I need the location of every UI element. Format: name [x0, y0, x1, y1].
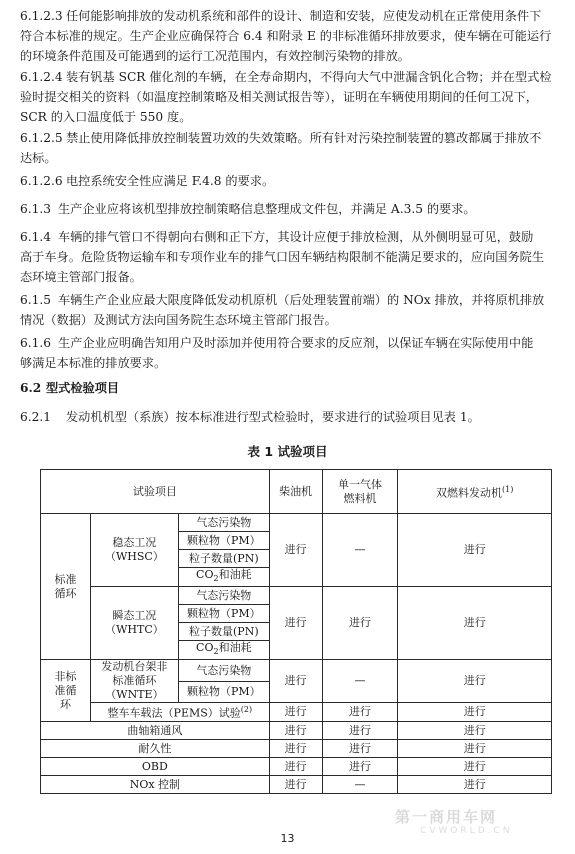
page-number: 13 — [280, 832, 295, 845]
paragraph-6-1-2-4: 6.1.2.4 装有钒基 SCR 催化剂的车辆，在全寿命期内，不得向大气中泄漏含钒化合物；并在型式检 验时提交相关的资料（如温度控制策略及相关测试报告等），证明在车辆使用期间的任何工况下， SCR 的入口温度低于 550 度。 — [20, 70, 552, 124]
table-row — [41, 703, 552, 722]
cell-value: 进行 — [398, 776, 552, 794]
header-dual-fuel: 双燃料发动机$^{(1)}$ — [398, 470, 552, 514]
wnte-label: 发动机台架非标准循环（WNTE） — [90, 660, 178, 703]
header-diesel: 柴油机 — [269, 470, 322, 514]
durability-label: 耐久性 — [41, 740, 270, 758]
cell-value: 进行 — [322, 703, 398, 722]
cell-value: 进行 — [269, 776, 322, 794]
cell-pn: 粒子数量(PN) — [178, 550, 269, 568]
cell-value: 进行 — [398, 758, 552, 776]
cell-value: 进行 — [398, 514, 552, 587]
table-row — [41, 587, 552, 605]
cell-value: 进行 — [322, 758, 398, 776]
cell-pm: 颗粒物（PM） — [178, 681, 269, 703]
table-row — [41, 776, 552, 794]
header-gas-engine: 单一气体燃料机 — [322, 470, 398, 514]
table-caption: 表 1 试验项目 — [247, 444, 328, 459]
paragraph-6-1-4: 6.1.4 车辆的排气管口不得朝向右侧和正下方，其设计应便于排放检测，从外侧明显可见，鼓励 高于车身。危险货物运输车和专项作业车的排气口因车辆结构限制不能满足要求的，应向国务院生 态环境主管部门报备。 — [20, 230, 545, 284]
whtc-label: 瞬态工况（WHTC） — [90, 587, 178, 660]
std-cycle-label: 标准循环 — [41, 514, 91, 660]
paragraph-6-1-3: 6.1.3 生产企业应将该机型排放控制策略信息整理成文件包，并满足 A.3.5 的要求。 — [20, 202, 476, 216]
watermark-url: CVWORLD.CN — [420, 826, 513, 836]
paragraph-6-1-6: 6.1.6 生产企业应明确告知用户及时添加并使用符合要求的反应剂，以保证车辆在实际使用中能 够满足本标准的排放要求。 — [20, 336, 534, 370]
cell-value: 进行 — [322, 722, 398, 740]
cell-value: 进行 — [398, 587, 552, 660]
cell-value: 进行 — [398, 703, 552, 722]
cell-value: 进行 — [269, 660, 322, 703]
nonstd-cycle-label: 非标准循环 — [41, 660, 91, 722]
cell-value: 进行 — [322, 740, 398, 758]
table-row — [41, 722, 552, 740]
table-header-row — [41, 470, 552, 514]
nox-label: NOx 控制 — [41, 776, 270, 794]
paragraph-6-1-5: 6.1.5 车辆生产企业应最大限度降低发动机原机（后处理装置前端）的 NOx 排放，并将原机排放 情况（数据）及测试方法向国务院生态环境主管部门报告。 — [20, 293, 545, 327]
watermark-logo: 第一商用车网 — [395, 808, 498, 826]
cell-value: 进行 — [269, 740, 322, 758]
table-row — [41, 740, 552, 758]
cell-value: 进行 — [398, 740, 552, 758]
cell-value: 进行 — [269, 703, 322, 722]
cell-gas-pollutant: 气态污染物 — [178, 660, 269, 682]
table-row — [41, 514, 552, 532]
whsc-label: 稳态工况（WHSC） — [90, 514, 178, 587]
cell-value: — — [322, 776, 398, 794]
cell-value: 进行 — [398, 660, 552, 703]
header-test-item: 试验项目 — [41, 470, 270, 514]
cell-value: 进行 — [269, 722, 322, 740]
obd-label: OBD — [41, 758, 270, 776]
cell-pm: 颗粒物（PM） — [178, 605, 269, 623]
cell-value: 进行 — [269, 587, 322, 660]
paragraph-6-2-1: 6.2.1 发动机机型（系族）按本标准进行型式检验时，要求进行的试验项目见表 1。 — [20, 410, 480, 424]
cell-gas-pollutant: 气态污染物 — [178, 514, 269, 532]
paragraph-6-1-2-5: 6.1.2.5 禁止使用降低排放控制装置功效的失效策略。所有针对污染控制装置的篡改都属于排放不 达标。 — [20, 131, 542, 165]
cell-co2: $CO_2$和油耗 — [178, 568, 269, 587]
cell-pm: 颗粒物（PM） — [178, 532, 269, 550]
cell-value: 进行 — [322, 587, 398, 660]
pems-label: 整车车载法（PEMS）试验$^{(2)}$ — [90, 703, 269, 722]
table-row — [41, 660, 552, 682]
test-items-table — [40, 469, 552, 794]
cell-co2: $CO_2$和油耗 — [178, 641, 269, 660]
paragraph-6-1-2-3: 6.1.2.3 任何能影响排放的发动机系统和部件的设计、制造和安装，应使发动机在正常使用条件下 符合本标准的规定。生产企业应确保符合 6.4 和附录 E 的非标准循环排放要求，使车辆在可能运行 的环境条件范围及可能遇到的运行工况范围内，有效控制污染物的排放。 — [20, 9, 552, 63]
paragraph-6-1-2-6: 6.1.2.6 电控系统安全性应满足 F.4.8 的要求。 — [20, 174, 275, 188]
cell-value: 进行 — [269, 514, 322, 587]
table-row — [41, 758, 552, 776]
cell-value: — — [322, 514, 398, 587]
section-heading-6-2: 6.2 型式检验项目 — [20, 381, 120, 395]
cell-value: 进行 — [398, 722, 552, 740]
cell-value: 进行 — [269, 758, 322, 776]
cell-value: — — [322, 660, 398, 703]
cell-pn: 粒子数量(PN) — [178, 623, 269, 641]
cell-gas-pollutant: 气态污染物 — [178, 587, 269, 605]
crankcase-label: 曲轴箱通风 — [41, 722, 270, 740]
